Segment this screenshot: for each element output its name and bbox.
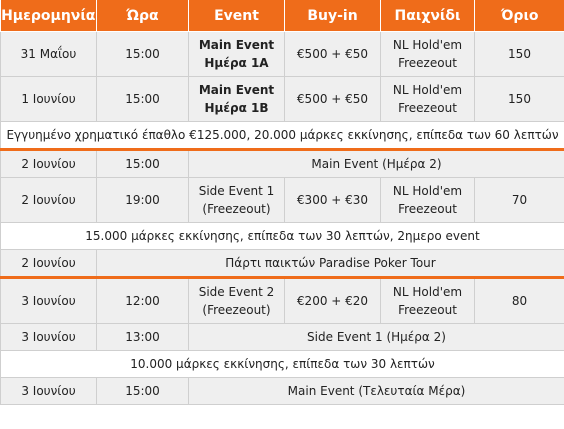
- buyin-cell: €300 + €30: [285, 178, 381, 223]
- buyin-cell: €500 + €50: [285, 32, 381, 77]
- event-span-cell: Main Event (Τελευταία Μέρα): [189, 378, 564, 405]
- time-cell: 13:00: [97, 324, 189, 351]
- game-cell: [381, 77, 475, 122]
- event-cell: [189, 32, 285, 77]
- event-span-cell: Πάρτι παικτών Paradise Poker Tour: [97, 250, 564, 278]
- time-cell: 12:00: [97, 278, 189, 324]
- table-row: [1, 150, 564, 178]
- event-span-cell: Main Event (Ημέρα 2): [189, 150, 564, 178]
- table-body: [1, 32, 564, 405]
- header-row: [1, 0, 564, 32]
- header-game: Παιχνίδι: [381, 0, 475, 32]
- event-line-2: Ημέρα 1A: [204, 56, 269, 70]
- limit-cell: 70: [475, 178, 564, 223]
- buyin-cell: €500 + €50: [285, 77, 381, 122]
- event-line-1: Main Event: [198, 83, 275, 97]
- header-event: Event: [189, 0, 285, 32]
- event-line-2: Ημέρα 1B: [204, 101, 269, 115]
- header-buyin: Buy-in: [285, 0, 381, 32]
- table-row: [1, 324, 564, 351]
- note-row: [1, 122, 564, 150]
- table-row: [1, 278, 564, 324]
- date-cell: 1 Ιουνίου: [1, 77, 97, 122]
- table-row: [1, 378, 564, 405]
- limit-cell: 80: [475, 278, 564, 324]
- game-cell: [381, 178, 475, 223]
- game-line-2: Freezeout: [398, 101, 457, 115]
- limit-cell: 150: [475, 32, 564, 77]
- note-cell: 10.000 μάρκες εκκίνησης, επίπεδα των 30 λεπτών: [1, 351, 564, 378]
- event-line-1: Side Event 1: [198, 184, 275, 198]
- limit-cell: 150: [475, 77, 564, 122]
- event-cell: [189, 178, 285, 223]
- game-cell: [381, 32, 475, 77]
- game-line-2: Freezeout: [398, 303, 457, 317]
- note-cell: 15.000 μάρκες εκκίνησης, επίπεδα των 30 λεπτών, 2ημερο event: [1, 223, 564, 250]
- table-row: [1, 178, 564, 223]
- time-cell: 15:00: [97, 77, 189, 122]
- date-cell: 3 Ιουνίου: [1, 324, 97, 351]
- date-cell: 3 Ιουνίου: [1, 378, 97, 405]
- event-line-1: Side Event 2: [198, 285, 275, 299]
- buyin-cell: €200 + €20: [285, 278, 381, 324]
- note-cell: Εγγυημένο χρηματικό έπαθλο €125.000, 20.000 μάρκες εκκίνησης, επίπεδα των 60 λεπτών: [1, 122, 564, 150]
- date-cell: 2 Ιουνίου: [1, 178, 97, 223]
- event-line-2: (Freezeout): [202, 202, 271, 216]
- date-cell: 31 Μαΐου: [1, 32, 97, 77]
- game-line-2: Freezeout: [398, 56, 457, 70]
- date-cell: 2 Ιουνίου: [1, 150, 97, 178]
- table-row: [1, 32, 564, 77]
- table-row: [1, 77, 564, 122]
- game-line-2: Freezeout: [398, 202, 457, 216]
- game-line-1: NL Hold'em: [392, 83, 463, 97]
- header-time: Ώρα: [97, 0, 189, 32]
- date-cell: 2 Ιουνίου: [1, 250, 97, 278]
- table-header: [1, 0, 564, 32]
- header-limit: Όριο: [475, 0, 564, 32]
- time-cell: 15:00: [97, 32, 189, 77]
- game-cell: [381, 278, 475, 324]
- time-cell: 19:00: [97, 178, 189, 223]
- game-line-1: NL Hold'em: [392, 184, 463, 198]
- event-span-cell: Side Event 1 (Ημέρα 2): [189, 324, 564, 351]
- time-cell: 15:00: [97, 378, 189, 405]
- game-line-1: NL Hold'em: [392, 285, 463, 299]
- date-cell: 3 Ιουνίου: [1, 278, 97, 324]
- event-cell: [189, 77, 285, 122]
- event-line-1: Main Event: [198, 38, 275, 52]
- note-row: [1, 223, 564, 250]
- table-row: [1, 250, 564, 278]
- header-date: Ημερομηνία: [1, 0, 97, 32]
- game-line-1: NL Hold'em: [392, 38, 463, 52]
- note-row: [1, 351, 564, 378]
- event-cell: [189, 278, 285, 324]
- event-line-2: (Freezeout): [202, 303, 271, 317]
- time-cell: 15:00: [97, 150, 189, 178]
